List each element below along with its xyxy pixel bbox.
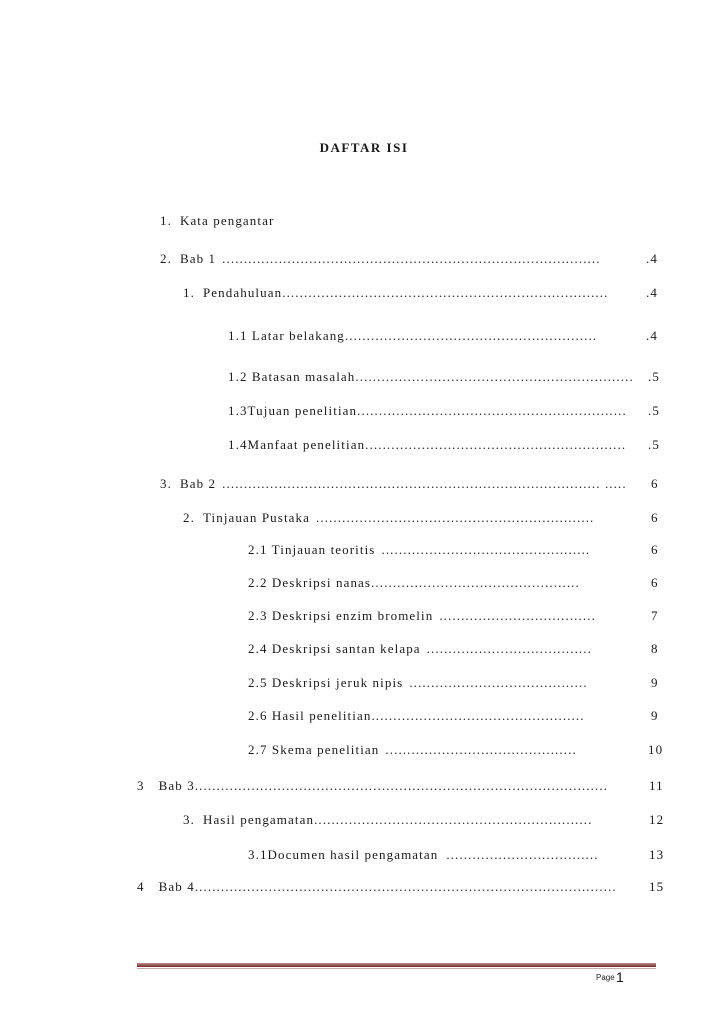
toc-number: 2. xyxy=(183,510,195,525)
toc-entry xyxy=(228,326,640,346)
toc-page-number: 7 xyxy=(651,608,659,623)
toc-dot-leader: ....................................................................................... xyxy=(222,251,601,266)
toc-page-number: 6 xyxy=(651,575,659,590)
footer-page-number: 1 xyxy=(616,969,624,985)
toc-page-number: 10 xyxy=(648,742,664,757)
toc-dot-leader: ................................................................ xyxy=(316,510,595,525)
toc-label: Bab 3 xyxy=(158,778,195,793)
toc-page-number: 6 xyxy=(651,542,659,557)
toc-page-number: .4 xyxy=(646,285,658,300)
toc-label: 2.5 Deskripsi jeruk nipis xyxy=(248,675,404,690)
toc-number: 2. xyxy=(160,251,172,266)
toc-entry xyxy=(160,474,650,494)
toc-number: 3. xyxy=(160,476,172,491)
toc-number: 4 xyxy=(137,879,145,894)
toc-page-number: .5 xyxy=(648,403,660,418)
toc-entry xyxy=(248,639,648,659)
toc-page-number: .4 xyxy=(646,251,658,266)
toc-entry xyxy=(183,810,647,830)
toc-page-number: 11 xyxy=(649,778,664,793)
toc-label: 1.2 Batasan masalah xyxy=(228,369,356,384)
toc-page-number: 9 xyxy=(651,708,659,723)
toc-dot-leader: ................................................ xyxy=(371,575,580,590)
toc-dot-leader: ....................................................................................... ..... xyxy=(222,476,627,491)
toc-entry xyxy=(183,508,648,528)
toc-page-number: .5 xyxy=(648,369,660,384)
toc-number: 1. xyxy=(183,285,195,300)
toc-page-number: 9 xyxy=(651,675,659,690)
toc-label: 2.2 Deskripsi nanas xyxy=(248,575,372,590)
toc-dot-leader: ................................................. xyxy=(371,708,585,723)
toc-dot-leader: ................................................................ xyxy=(314,812,593,827)
toc-page-number: 8 xyxy=(651,641,659,656)
toc-page-number: 12 xyxy=(649,812,665,827)
toc-label: 2.3 Deskripsi enzim bromelin xyxy=(248,608,434,623)
toc-entry xyxy=(248,845,647,865)
toc-entry xyxy=(137,877,647,897)
toc-entry xyxy=(137,776,647,796)
toc-dot-leader: ............................................................ xyxy=(365,437,627,452)
toc-label: 1.4Manfaat penelitian xyxy=(228,437,366,452)
toc-entry xyxy=(160,211,660,231)
toc-label: Hasil pengamatan xyxy=(202,812,315,827)
toc-dot-leader: ................................................ xyxy=(381,542,591,557)
toc-dot-leader: ................................... xyxy=(446,847,599,862)
toc-label: 3.1Documen hasil pengamatan xyxy=(248,847,439,862)
toc-entry xyxy=(228,401,648,421)
toc-label: Bab 1 xyxy=(179,251,217,266)
toc-dot-leader: ...................................... xyxy=(426,641,592,656)
toc-label: Bab 2 xyxy=(179,476,217,491)
toc-label: Pendahuluan xyxy=(202,285,283,300)
toc-label: 2.7 Skema penelitian xyxy=(248,742,380,757)
toc-dot-leader: ............................................................................................... xyxy=(194,778,609,793)
toc-entry xyxy=(248,740,646,760)
toc-page-number: .4 xyxy=(646,328,658,343)
toc-label: 1.3Tujuan penelitian xyxy=(228,403,358,418)
toc-dot-leader: .......................................................... xyxy=(344,328,598,343)
toc-dot-leader: ......................................... xyxy=(409,675,588,690)
toc-entry xyxy=(228,367,648,387)
toc-label: Kata pengantar xyxy=(179,213,275,228)
toc-label: Tinjauan Pustaka xyxy=(202,510,310,525)
toc-number: 1. xyxy=(160,213,172,228)
toc-dot-leader: ................................................................................................. xyxy=(194,879,617,894)
footer-rule xyxy=(137,963,656,967)
toc-number: 3 xyxy=(137,778,145,793)
toc-page-number: 13 xyxy=(649,847,665,862)
toc-label: 2.6 Hasil penelitian xyxy=(248,708,372,723)
toc-page-number: 15 xyxy=(649,879,665,894)
toc-entry xyxy=(248,706,648,726)
toc-entry xyxy=(160,249,660,269)
toc-dot-leader: ........................................................................... xyxy=(282,285,609,300)
toc-dot-leader: .............................................................. xyxy=(357,403,627,418)
toc-entry xyxy=(248,673,648,693)
footer-page-label: Page xyxy=(596,973,615,982)
toc-number: 3. xyxy=(183,812,195,827)
toc-entry xyxy=(248,573,648,593)
toc-entry xyxy=(248,606,648,626)
toc-label: 2.4 Deskripsi santan kelapa xyxy=(248,641,421,656)
page-title: DAFTAR ISI xyxy=(319,140,409,155)
toc-entry xyxy=(228,435,644,455)
toc-entry xyxy=(248,540,648,560)
toc-page-number: .5 xyxy=(648,437,660,452)
toc-label: Bab 4 xyxy=(158,879,195,894)
toc-label: 1.1 Latar belakang xyxy=(228,328,345,343)
toc-page-number: 6 xyxy=(651,476,659,491)
toc-entry xyxy=(183,283,645,303)
toc-page-number: 6 xyxy=(651,510,659,525)
toc-dot-leader: .................................... xyxy=(439,608,596,623)
toc-dot-leader: ............................................ xyxy=(385,742,577,757)
footer-rule-thin xyxy=(137,968,656,969)
toc-dot-leader: ................................................................ xyxy=(355,369,634,384)
toc-label: 2.1 Tinjauan teoritis xyxy=(248,542,376,557)
